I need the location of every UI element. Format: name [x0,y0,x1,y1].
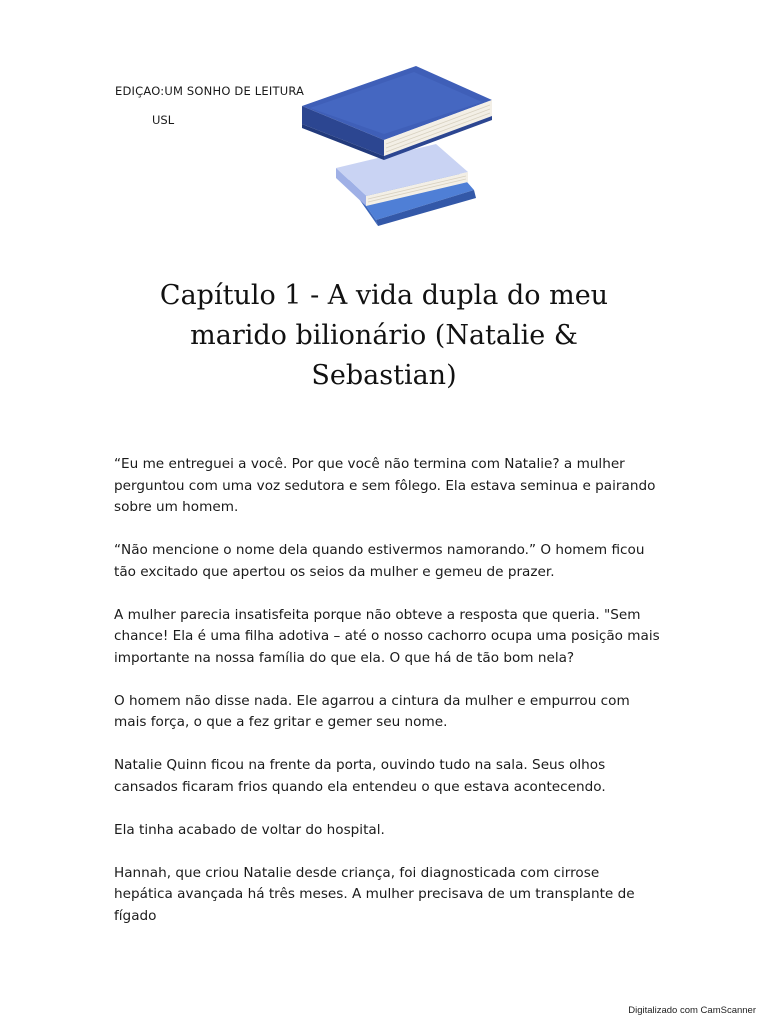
paragraph: “Não mencione o nome dela quando estivermos namorando.” O homem ficou tão excitado que apertou os seios da mulher e gemeu de prazer. [114,542,645,580]
paragraph: Hannah, que criou Natalie desde criança, foi diagnosticada com cirrose hepática avançada há três meses. A mulher precisava de um transplante de fígado [114,864,635,924]
paragraph: A mulher parecia insatisfeita porque não obteve a resposta que queria. "Sem chance! Ela é uma filha adotiva – até o nosso cachorro ocupa uma posição mais importante na nossa família do que ela. O que há de tão bom nela? [114,606,660,666]
chapter-body [114,454,660,949]
edition-abbreviation: USL [152,113,175,127]
paragraph: Ela tinha acabado de voltar do hospital. [114,821,385,838]
top-book [302,66,492,160]
edition-label: EDIÇAO:UM SONHO DE LEITURA [115,84,305,98]
paragraph: O homem não disse nada. Ele agarrou a cintura da mulher e empurrou com mais força, o que a fez gritar e gemer seu nome. [114,692,630,730]
paragraph: “Eu me entreguei a você. Por que você não termina com Natalie? a mulher perguntou com uma voz sedutora e sem fôlego. Ela estava seminua e pairando sobre um homem. [114,456,656,515]
chapter-title: Capítulo 1 - A vida dupla do meu marido bilionário (Natalie & Sebastian) [159,280,609,391]
book-stack-icon [296,60,506,230]
paragraph: Natalie Quinn ficou na frente da porta, ouvindo tudo na sala. Seus olhos cansados ficaram frios quando ela entendeu o que estava acontecendo. [114,757,606,795]
scanner-footer: Digitalizado com CamScanner [628,1005,756,1016]
